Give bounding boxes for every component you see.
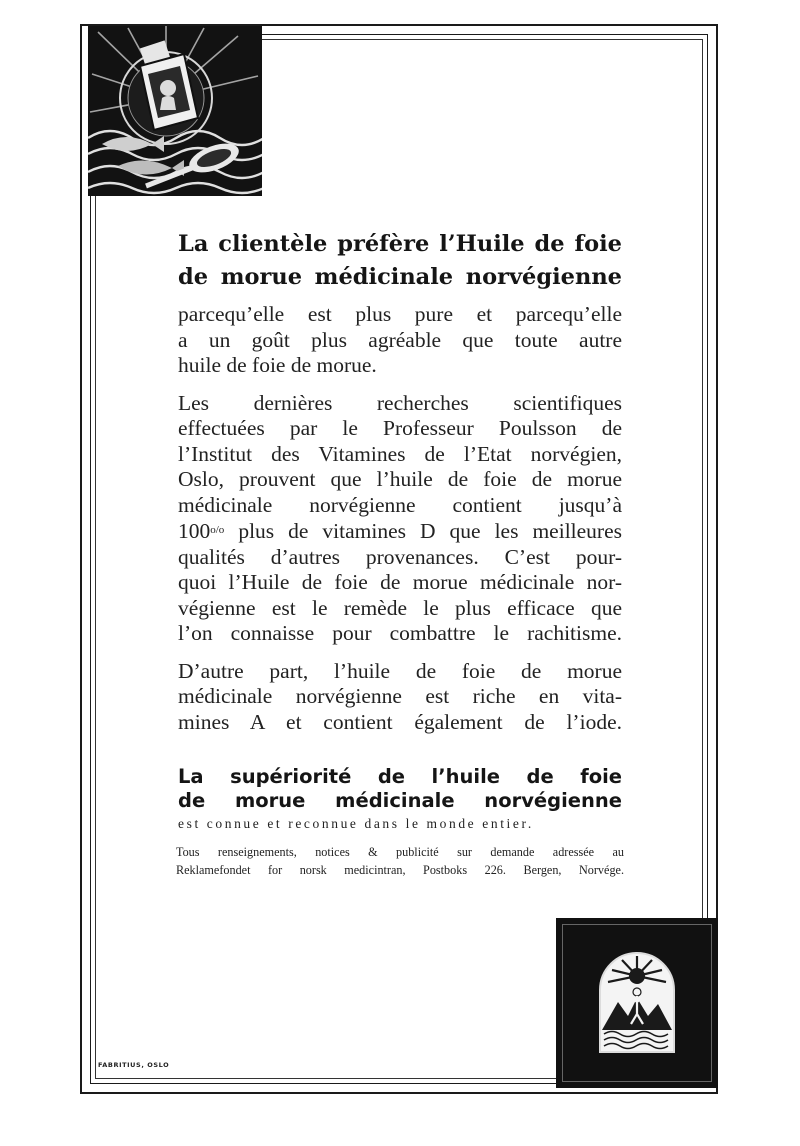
text-line: médicinale norvégienne contient jusqu’à bbox=[178, 492, 622, 517]
bottle-fish-icon bbox=[88, 26, 262, 196]
text-line: mines A et contient également de l’iode. bbox=[178, 709, 622, 734]
headline-line-1: La clientèle préfère l’Huile de foie bbox=[178, 231, 622, 257]
text-line: médicinale norvégienne est riche en vita- bbox=[178, 684, 622, 708]
bottle-fish-illustration bbox=[88, 26, 262, 196]
text-line: Les dernières recherches scientifiques bbox=[178, 390, 622, 415]
percent-value: 100 bbox=[178, 519, 211, 543]
text-line: huile de foie de morue. bbox=[178, 353, 377, 377]
text-line: a un goût plus agréable que toute autre bbox=[178, 327, 622, 352]
percent-line-text: plus de vitamines D que les meilleures bbox=[238, 519, 623, 543]
contact-line-2: Reklamefondet for norsk medicintran, Postboks 226. Bergen, Norvége. bbox=[176, 863, 624, 877]
text-line: D’autre part, l’huile de foie de morue bbox=[178, 658, 622, 683]
paragraph-vitamins bbox=[178, 659, 622, 736]
percent-sign: o/o bbox=[210, 524, 225, 536]
paragraph-purity bbox=[178, 302, 622, 379]
text-line: Oslo, prouvent que l’huile de foie de morue bbox=[178, 467, 622, 491]
superiority-subline: est connue et reconnue dans le monde entier. bbox=[178, 816, 534, 831]
headline bbox=[178, 228, 622, 294]
headline-line-2: de morue médicinale norvégienne bbox=[178, 264, 622, 290]
text-line: quoi l’Huile de foie de morue médicinale nor- bbox=[178, 570, 622, 594]
sun-emblem-icon bbox=[556, 918, 718, 1088]
text-line: effectuées par le Professeur Poulsson de bbox=[178, 416, 622, 440]
ad-text-block bbox=[178, 228, 622, 879]
paragraph-research bbox=[178, 391, 622, 647]
superiority-line-1: La supériorité de l’huile de foie bbox=[178, 765, 622, 788]
text-line: qualités d’autres provenances. C’est pour- bbox=[178, 544, 622, 569]
text-line: végienne est le remède le plus efficace que bbox=[178, 595, 622, 620]
sun-emblem-illustration bbox=[556, 918, 718, 1088]
contact-info bbox=[176, 843, 624, 879]
printer-mark: FABRITIUS, OSLO bbox=[98, 1061, 170, 1069]
contact-line-1: Tous renseignements, notices & publicité sur demande adressée au bbox=[176, 845, 624, 859]
text-line: l’Institut des Vitamines de l’Etat norvégien, bbox=[178, 441, 622, 466]
superiority-title bbox=[178, 765, 622, 813]
text-line: l’on connaisse pour combattre le rachitisme. bbox=[178, 621, 622, 645]
text-line-percent bbox=[178, 518, 622, 545]
text-line: parcequ’elle est plus pure et parcequ’elle bbox=[178, 302, 622, 326]
superiority-line-2: de morue médicinale norvégienne bbox=[178, 789, 622, 812]
